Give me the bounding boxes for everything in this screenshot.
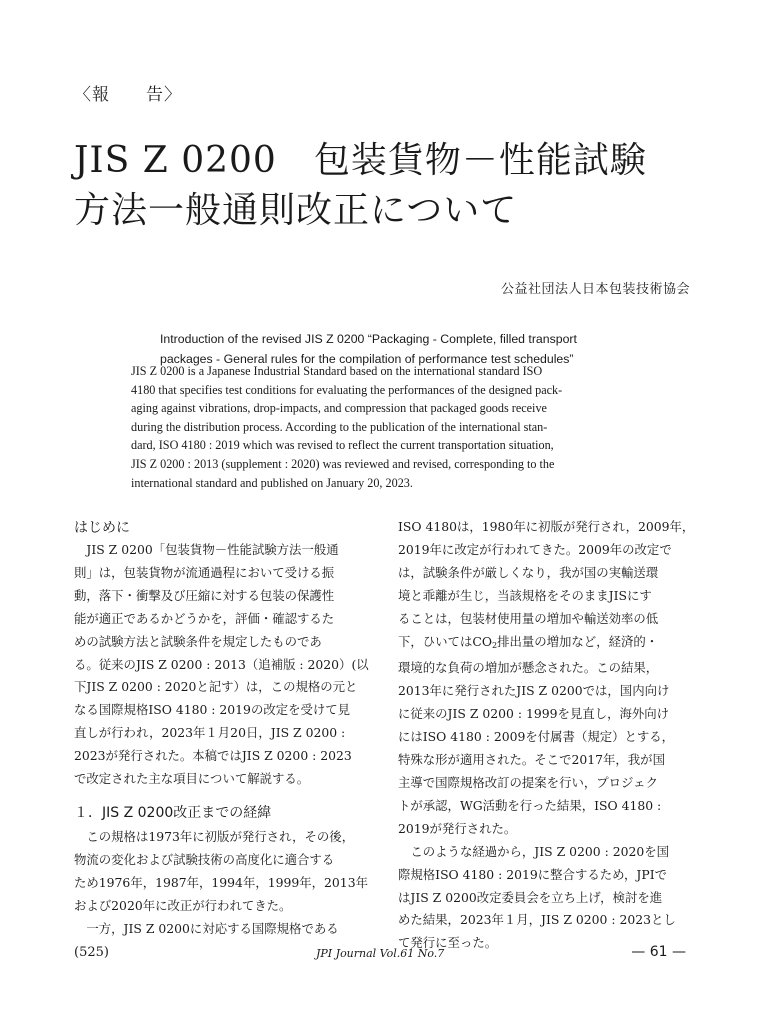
text-line: めの試験方法と試験条件を規定したものであ (74, 633, 322, 649)
text-line: 能が適正であるかどうかを，評価・確認するた (74, 610, 335, 626)
text-line: 物流の変化および試験技術の高度化に適合する (74, 851, 335, 867)
text-line: この規格は1973年に初版が発行され，その後， (74, 829, 355, 844)
text-line: にはISO 4180 : 2009を付属書（規定）とする， (398, 729, 675, 745)
text-line: 則」は，包装貨物が流通過程において受ける振 (74, 564, 335, 580)
text-line: ISO 4180は，1980年に初版が発行され，2009年， (398, 519, 695, 534)
organization: 公益社団法人日本包装技術協会 (500, 282, 690, 297)
text-line: このような経過から，JIS Z 0200 : 2020を国 (398, 843, 670, 859)
report-label: 〈報 告〉 (74, 85, 182, 105)
co2-subscript: 2 (491, 640, 498, 650)
text-line: および2020年に改正が行われてきた。 (74, 897, 292, 913)
english-title-line: Introduction of the revised JIS Z 0200 “Packaging - Complete, filled transport (160, 332, 577, 346)
text-line: る。従来のJIS Z 0200 : 2013（追補版 : 2020）(以 (74, 656, 369, 672)
text-line: 際規格ISO 4180 : 2019に整合するため，JPIで (398, 866, 667, 882)
abstract-line: during the distribution process. According to the publication of the international stan- (131, 419, 548, 434)
text-line: 一方，JIS Z 0200に対応する国際規格である (74, 920, 339, 936)
text-line: は，試験条件が厳しくなり，我が国の実輸送環 (398, 564, 659, 580)
text-line: めた結果，2023年１月，JIS Z 0200 : 2023とし (398, 912, 676, 928)
text-line: 2019が発行された。 (398, 820, 517, 836)
text-line: トが承認，WG活動を行った結果，ISO 4180 : (398, 797, 662, 813)
abstract (131, 362, 639, 492)
text-line: 下JIS Z 0200 : 2020と記す）は，この規格の元と (74, 679, 358, 695)
english-title-line: packages - General rules for the compilation of performance test schedules” (160, 352, 574, 366)
section1-body (74, 826, 369, 941)
abstract-line: dard, ISO 4180 : 2019 which was revised to reflect the current transportation situation, (131, 438, 554, 453)
text-line: 直しが行われ，2023年１月20日，JIS Z 0200 : (74, 725, 346, 741)
page-number-right: — 61 — (631, 944, 686, 960)
text-line: で改定された主な項目について解説する。 (74, 771, 310, 787)
text-line: 2013年に発行されたJIS Z 0200では，国内向け (398, 683, 670, 699)
text-line: ため1976年，1987年，1994年，1999年，2013年 (74, 874, 368, 890)
abstract-line: 4180 that specifies test conditions for evaluating the performances of the designed pack- (131, 382, 563, 397)
page-title (74, 136, 647, 236)
text-line: JIS Z 0200「包装貨物－性能試験方法一般通 (74, 542, 339, 557)
text-line: て発行に至った。 (398, 935, 498, 951)
text-line: はJIS Z 0200改定委員会を立ち上げ，検討を進 (398, 889, 663, 905)
title-line: 方法一般通則改正について (74, 190, 518, 231)
intro-paragraph (74, 539, 369, 791)
intro-heading: はじめに (74, 520, 130, 536)
text-line: 環境的な負荷の増加が懸念された。この結果， (398, 660, 659, 676)
journal-name: JPI Journal Vol.61 No.7 (316, 947, 445, 960)
abstract-line: aging against vibrations, drop-impacts, and compression that packaged goods receive (131, 401, 547, 416)
text-line: 主導で国際規格改訂の提案を行い，プロジェク (398, 774, 658, 790)
text-line: 2023が発行された。本稿ではJIS Z 0200 : 2023 (74, 748, 352, 764)
title-line: JIS Z 0200 包装貨物－性能試験 (74, 140, 647, 181)
co2-line: 下，ひいては$CO_2$排出量の増加など，経済的・ (398, 633, 659, 650)
left-column (74, 517, 369, 791)
text-line: に従来のJIS Z 0200 : 1999を見直し，海外向け (398, 706, 670, 722)
right-paragraph (398, 516, 693, 955)
abstract-line: international standard and published on January 20, 2023. (131, 475, 413, 490)
page-number-left: (525) (74, 945, 109, 960)
abstract-line: JIS Z 0200 : 2013 (supplement : 2020) was reviewed and revised, corresponding to the (131, 456, 555, 471)
section1-heading: １．JIS Z 0200改正までの経緯 (74, 805, 272, 821)
text-line: ることは，包装材使用量の増加や輸送効率の低 (398, 610, 659, 626)
abstract-line: JIS Z 0200 is a Japanese Industrial Standard based on the international standard ISO (131, 364, 543, 378)
text-line: なる国際規格ISO 4180 : 2019の改定を受けて見 (74, 702, 351, 718)
section1-paragraph (74, 826, 369, 941)
text-line: 動，落下・衝撃及び圧縮に対する包装の保護性 (74, 587, 335, 603)
right-column (398, 516, 693, 955)
text-line: 特殊な形が適用された。そこで2017年，我が国 (398, 752, 665, 768)
text-line: 境と乖離が生じ，当該規格をそのままJISにす (398, 587, 652, 603)
text-line: 2019年に改定が行われてきた。2009年の改定で (398, 541, 672, 557)
